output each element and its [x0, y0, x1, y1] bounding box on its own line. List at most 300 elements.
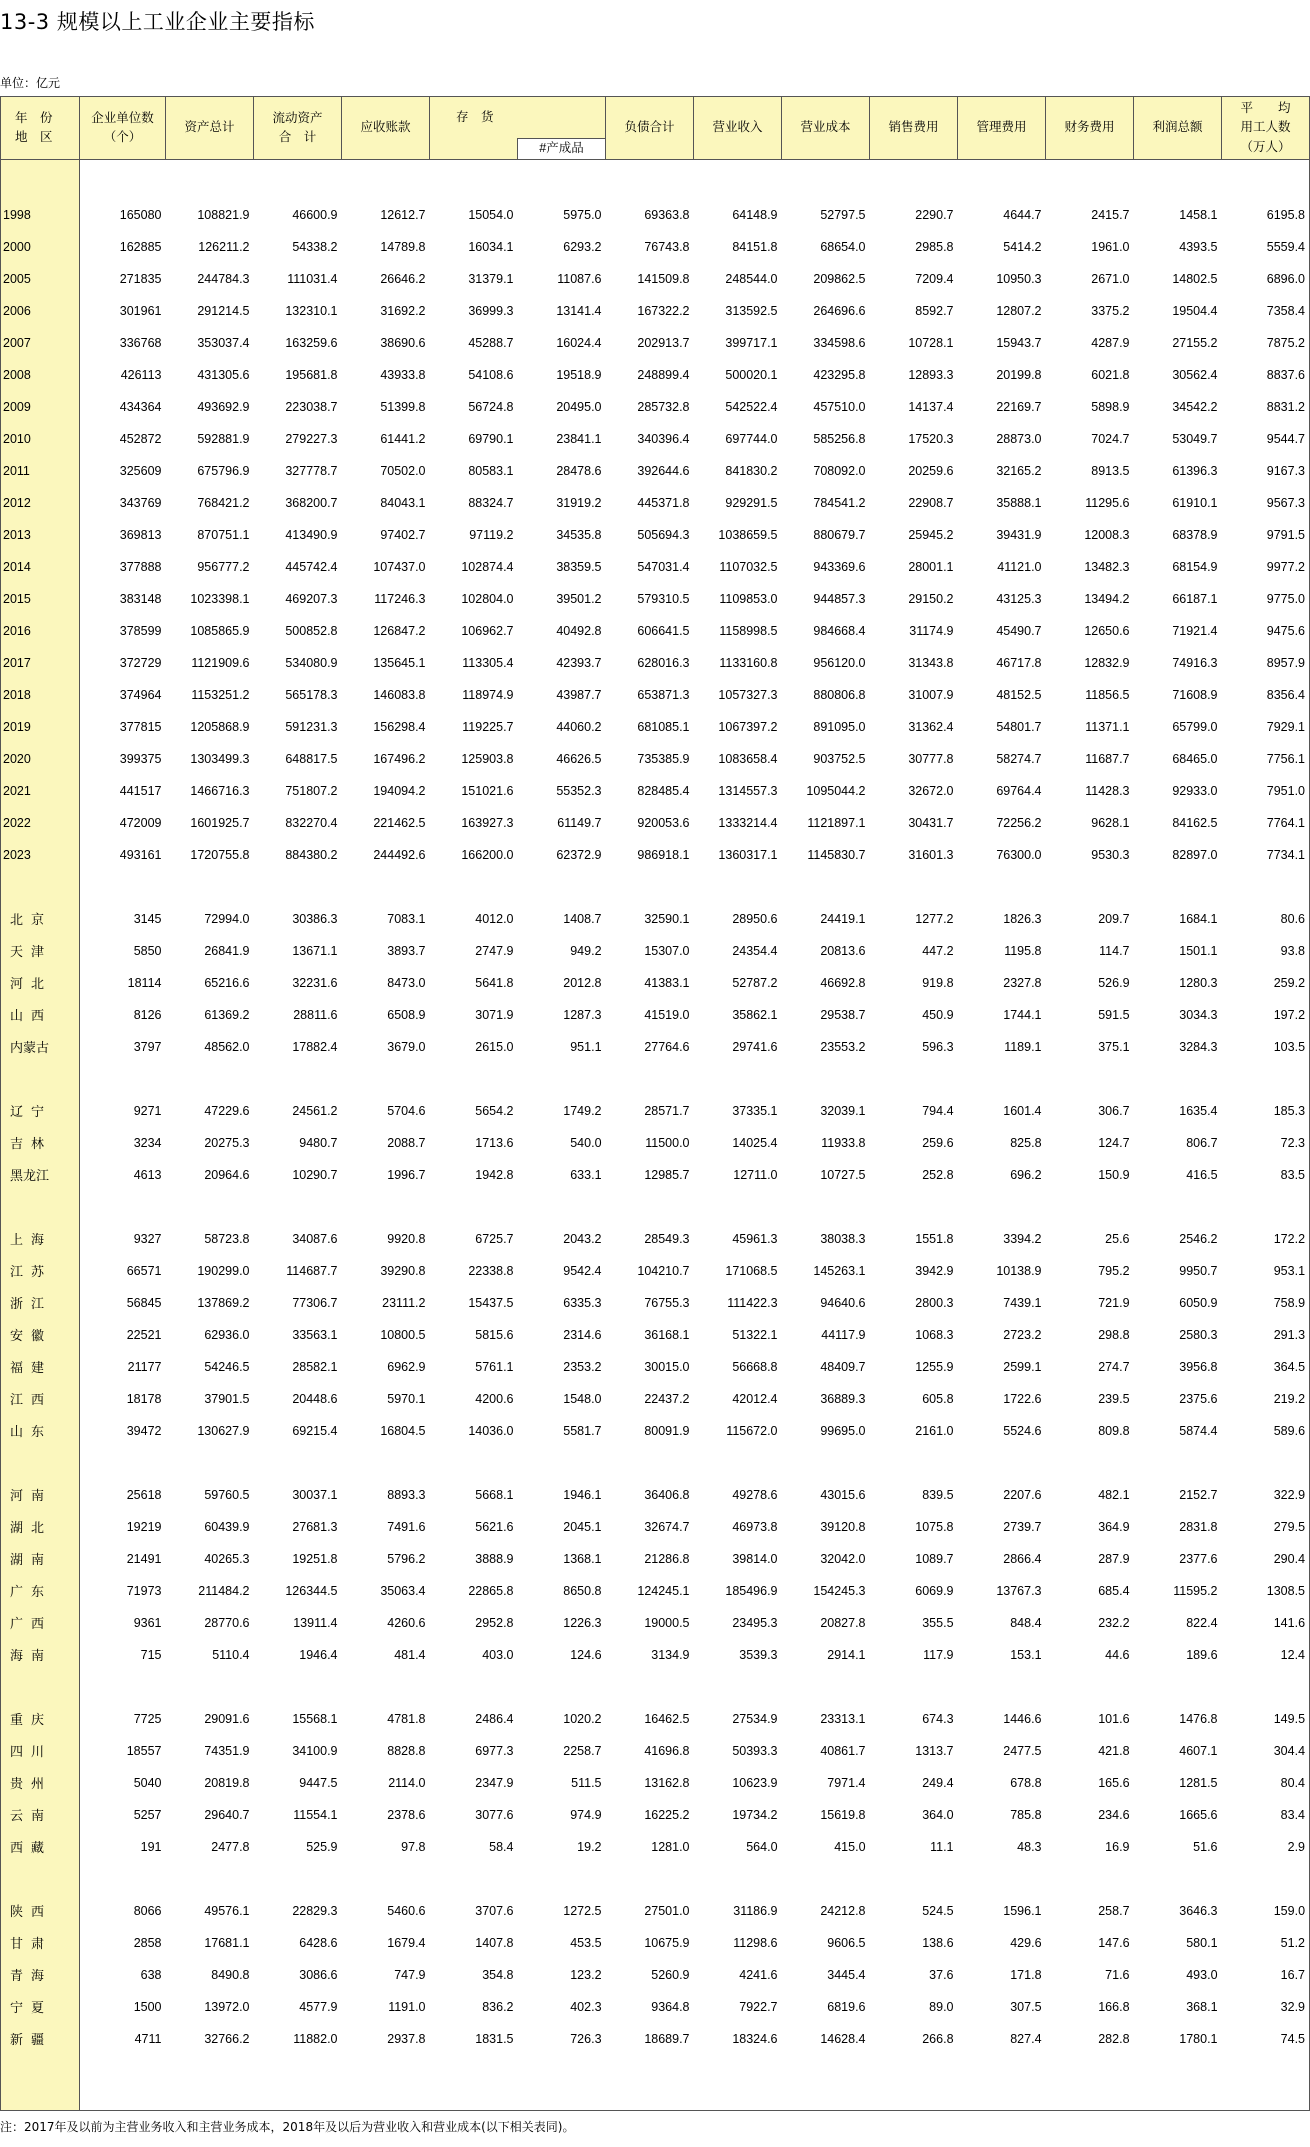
region-row [1, 1127, 1310, 1159]
table-cell: 15437.5 [468, 1295, 514, 1310]
table-cell: 1684.1 [1179, 911, 1218, 926]
empty-cell [166, 1447, 254, 1479]
empty-cell [430, 1671, 518, 1703]
table-cell: 24419.1 [820, 911, 866, 926]
table-cell: 126211.2 [198, 239, 250, 254]
table-cell: 25.6 [1105, 1231, 1130, 1246]
table-cell: 13482.3 [1084, 559, 1130, 574]
table-cell: 165.6 [1098, 1775, 1130, 1790]
table-cell: 71973 [126, 1583, 162, 1598]
table-cell: 3086.6 [299, 1967, 338, 1982]
table-cell: 1287.3 [563, 1007, 602, 1022]
table-cell: 22908.7 [908, 495, 954, 510]
col-liabilities: 负债合计 [606, 97, 694, 160]
table-header [1, 97, 1310, 160]
table-cell: 2800.3 [915, 1295, 954, 1310]
table-cell: 34087.6 [292, 1231, 338, 1246]
table-cell: 951.1 [570, 1039, 602, 1054]
table-cell: 633.1 [570, 1167, 602, 1182]
table-cell: 68654.0 [820, 239, 866, 254]
table-cell: 5850 [133, 943, 162, 958]
table-cell: 1085865.9 [190, 623, 250, 638]
table-cell: 202913.7 [637, 335, 690, 350]
table-cell: 1407.8 [475, 1935, 514, 1950]
table-cell: 364.9 [1098, 1519, 1130, 1534]
row-label: 2022 [1, 807, 80, 839]
table-cell: 3077.6 [475, 1807, 514, 1822]
table-cell: 58723.8 [204, 1231, 250, 1246]
row-label: 2018 [1, 679, 80, 711]
table-cell: 1277.2 [915, 911, 954, 926]
empty-cell [518, 1191, 606, 1223]
empty-cell [1046, 1447, 1134, 1479]
row-label: 山东 [1, 1415, 80, 1447]
table-cell: 1665.6 [1179, 1807, 1218, 1822]
table-cell: 7024.7 [1091, 431, 1130, 446]
row-label: 山西 [1, 999, 80, 1031]
table-cell: 39501.2 [556, 591, 602, 606]
table-cell: 1226.3 [563, 1615, 602, 1630]
table-cell: 747.9 [394, 1967, 426, 1982]
table-cell: 378599 [119, 623, 162, 638]
table-cell: 28478.6 [556, 463, 602, 478]
table-cell: 56845 [126, 1295, 162, 1310]
table-cell: 5040 [133, 1775, 162, 1790]
table-cell: 51.6 [1193, 1839, 1218, 1854]
table-cell: 9447.5 [299, 1775, 338, 1790]
year-row [1, 711, 1310, 743]
empty-cell [694, 1063, 782, 1095]
empty-cell [166, 160, 254, 199]
spacer-row [1, 1863, 1310, 1895]
table-cell: 9271 [133, 1103, 162, 1118]
empty-cell [342, 1863, 430, 1895]
table-cell: 2375.6 [1179, 1391, 1218, 1406]
table-cell: 150.9 [1098, 1167, 1130, 1182]
table-cell: 123.2 [570, 1967, 602, 1982]
table-cell: 457510.0 [813, 399, 866, 414]
table-cell: 1946.4 [299, 1647, 338, 1662]
table-cell: 223038.7 [285, 399, 338, 414]
table-cell: 1281.5 [1179, 1775, 1218, 1790]
empty-cell [782, 160, 870, 199]
table-cell: 163927.3 [461, 815, 514, 830]
row-label [1, 1863, 80, 1895]
table-cell: 18114 [127, 975, 162, 990]
table-cell: 30037.1 [292, 1487, 338, 1502]
table-cell: 13162.8 [644, 1775, 690, 1790]
table-cell: 795.2 [1098, 1263, 1130, 1278]
table-cell: 61910.1 [1172, 495, 1218, 510]
table-cell: 46692.8 [820, 975, 866, 990]
empty-cell [518, 1447, 606, 1479]
table-cell: 6896.0 [1222, 263, 1310, 295]
table-cell: 1109853.0 [719, 591, 778, 606]
table-cell: 3071.9 [475, 1007, 514, 1022]
empty-cell [430, 2055, 518, 2111]
row-label: 2021 [1, 775, 80, 807]
table-cell: 43987.7 [556, 687, 602, 702]
empty-cell [80, 1191, 166, 1223]
table-cell: 19518.9 [556, 367, 602, 382]
table-cell: 7929.1 [1222, 711, 1310, 743]
table-cell: 848.4 [1010, 1615, 1042, 1630]
unit-label: 单位：亿元 [0, 76, 61, 90]
empty-cell [1134, 1191, 1222, 1223]
table-cell: 1083658.4 [718, 751, 778, 766]
row-label [1, 1191, 80, 1223]
table-cell: 80.4 [1222, 1767, 1310, 1799]
empty-cell [254, 2055, 342, 2111]
table-cell: 1067397.2 [718, 719, 778, 734]
spacer-row [1, 2055, 1310, 2111]
table-cell: 17681.1 [204, 1935, 250, 1950]
empty-cell [694, 1191, 782, 1223]
table-cell: 1195.8 [1004, 943, 1042, 958]
table-cell: 27501.0 [644, 1903, 690, 1918]
table-cell: 36406.8 [644, 1487, 690, 1502]
table-cell: 34535.8 [556, 527, 602, 542]
year-row [1, 327, 1310, 359]
table-cell: 80091.9 [644, 1423, 690, 1438]
table-cell: 9542.4 [563, 1263, 602, 1278]
table-cell: 141509.8 [637, 271, 690, 286]
table-cell: 1368.1 [563, 1551, 602, 1566]
empty-cell [430, 1191, 518, 1223]
row-label: 2007 [1, 327, 80, 359]
table-cell: 69363.8 [644, 207, 690, 222]
table-cell: 313592.5 [725, 303, 778, 318]
table-cell: 28950.6 [732, 911, 778, 926]
table-cell: 9950.7 [1179, 1263, 1218, 1278]
row-label: 2015 [1, 583, 80, 615]
table-cell: 984668.4 [813, 623, 866, 638]
table-cell: 126344.5 [285, 1583, 338, 1598]
table-cell: 12711.0 [733, 1167, 778, 1182]
table-cell: 55352.3 [556, 783, 602, 798]
corner-header [1, 97, 80, 160]
spacer-row [1, 160, 1310, 199]
table-cell: 12893.3 [908, 367, 954, 382]
empty-cell [782, 871, 870, 903]
table-cell: 51322.1 [732, 1327, 778, 1342]
table-cell: 22521 [126, 1327, 162, 1342]
table-cell: 16.7 [1222, 1959, 1310, 1991]
table-cell: 596.3 [922, 1039, 954, 1054]
table-cell: 126847.2 [373, 623, 426, 638]
empty-cell [342, 1191, 430, 1223]
row-label: 甘肃 [1, 1927, 80, 1959]
table-cell: 190299.0 [197, 1263, 250, 1278]
year-row [1, 615, 1310, 647]
table-cell: 16804.5 [380, 1423, 426, 1438]
row-label: 湖南 [1, 1543, 80, 1575]
table-cell: 5460.6 [387, 1903, 426, 1918]
table-cell: 11298.6 [733, 1935, 778, 1950]
table-cell: 28582.1 [292, 1359, 338, 1374]
empty-cell [1222, 1863, 1310, 1895]
table-cell: 500020.1 [725, 367, 778, 382]
table-cell: 48409.7 [820, 1359, 866, 1374]
table-cell: 282.8 [1098, 2031, 1130, 2046]
table-cell: 1458.1 [1179, 207, 1218, 222]
table-cell: 9361 [133, 1615, 162, 1630]
empty-cell [1046, 2055, 1134, 2111]
table-cell: 20964.6 [204, 1167, 250, 1182]
row-label: 2000 [1, 231, 80, 263]
table-cell: 221462.5 [373, 815, 426, 830]
table-cell: 592881.9 [197, 431, 250, 446]
table-cell: 3375.2 [1091, 303, 1130, 318]
year-row [1, 743, 1310, 775]
empty-cell [1222, 2055, 1310, 2111]
table-cell: 38690.6 [380, 335, 426, 350]
table-cell: 31601.3 [908, 847, 954, 862]
col-sales-expense: 销售费用 [870, 97, 958, 160]
table-cell: 35888.1 [996, 495, 1042, 510]
table-cell: 11856.5 [1085, 687, 1130, 702]
table-cell: 3893.7 [387, 943, 426, 958]
col-total-assets: 资产总计 [166, 97, 254, 160]
table-cell: 62936.0 [204, 1327, 250, 1342]
table-cell: 9920.8 [387, 1231, 426, 1246]
table-cell: 580.1 [1186, 1935, 1218, 1950]
table-cell: 2723.2 [1003, 1327, 1042, 1342]
table-cell: 58.4 [489, 1839, 514, 1854]
row-label: 安徽 [1, 1319, 80, 1351]
table-cell: 58274.7 [996, 751, 1042, 766]
table-cell: 23111.2 [382, 1295, 426, 1310]
table-cell: 28549.3 [644, 1231, 690, 1246]
table-cell: 12008.3 [1084, 527, 1130, 542]
table-cell: 956120.0 [813, 655, 866, 670]
table-cell: 39814.0 [732, 1551, 778, 1566]
table-cell: 14025.4 [732, 1135, 778, 1150]
table-cell: 29091.6 [204, 1711, 250, 1726]
table-cell: 107437.0 [373, 559, 426, 574]
table-cell: 8828.8 [387, 1743, 426, 1758]
table-cell: 1255.9 [915, 1359, 954, 1374]
row-label: 云南 [1, 1799, 80, 1831]
table-cell: 1153251.2 [191, 687, 250, 702]
empty-cell [254, 1191, 342, 1223]
table-cell: 13972.0 [204, 1999, 250, 2014]
table-cell: 383148 [119, 591, 162, 606]
table-cell: 8356.4 [1222, 679, 1310, 711]
empty-cell [166, 1863, 254, 1895]
region-row [1, 1735, 1310, 1767]
table-cell: 36889.3 [820, 1391, 866, 1406]
table-cell: 751807.2 [285, 783, 338, 798]
table-cell: 43933.8 [380, 367, 426, 382]
table-cell: 1107032.5 [719, 559, 778, 574]
table-cell: 16.9 [1105, 1839, 1130, 1854]
table-cell: 822.4 [1186, 1615, 1218, 1630]
table-cell: 1075.8 [915, 1519, 954, 1534]
empty-cell [342, 2055, 430, 2111]
empty-cell [166, 1671, 254, 1703]
table-cell: 715 [140, 1647, 162, 1662]
table-cell: 6021.8 [1091, 367, 1130, 382]
table-cell: 10623.9 [732, 1775, 778, 1790]
table-cell: 4644.7 [1003, 207, 1042, 222]
table-cell: 41121.0 [997, 559, 1042, 574]
empty-cell [518, 1671, 606, 1703]
table-cell: 920053.6 [637, 815, 690, 830]
table-cell: 65799.0 [1172, 719, 1218, 734]
table-cell: 9327 [133, 1231, 162, 1246]
table-cell: 239.5 [1098, 1391, 1130, 1406]
table-cell: 49278.6 [732, 1487, 778, 1502]
table-cell: 44060.2 [556, 719, 602, 734]
empty-cell [166, 2055, 254, 2111]
table-cell: 28811.6 [293, 1007, 338, 1022]
empty-cell [782, 1671, 870, 1703]
table-cell: 19.2 [577, 1839, 602, 1854]
table-cell: 114687.7 [286, 1263, 338, 1278]
col-enterprises: 企业单位数 （个） [80, 97, 166, 160]
table-cell: 132310.1 [285, 303, 338, 318]
empty-cell [1046, 1863, 1134, 1895]
table-cell: 97.8 [401, 1839, 426, 1854]
table-cell: 2314.6 [563, 1327, 602, 1342]
table-cell: 66571 [126, 1263, 162, 1278]
spacer-row [1, 871, 1310, 903]
table-cell: 13494.2 [1084, 591, 1130, 606]
region-row [1, 1479, 1310, 1511]
table-cell: 244492.6 [373, 847, 426, 862]
table-cell: 60439.9 [204, 1519, 250, 1534]
table-cell: 1191.0 [388, 1999, 426, 2014]
table-cell: 447.2 [922, 943, 954, 958]
table-cell: 264696.6 [813, 303, 866, 318]
table-cell: 89.0 [929, 1999, 954, 2014]
table-body [1, 160, 1310, 2111]
empty-cell [870, 1863, 958, 1895]
empty-cell [1222, 1063, 1310, 1095]
table-cell: 49576.1 [204, 1903, 250, 1918]
row-label: 2005 [1, 263, 80, 295]
table-cell: 35063.4 [380, 1583, 426, 1598]
table-cell: 13671.1 [292, 943, 338, 958]
table-cell: 1360317.1 [718, 847, 778, 862]
table-cell: 2937.8 [387, 2031, 426, 2046]
table-cell: 285732.8 [637, 399, 690, 414]
region-row [1, 1991, 1310, 2023]
table-cell: 870751.1 [197, 527, 250, 542]
table-cell: 88324.7 [468, 495, 514, 510]
table-cell: 46626.5 [556, 751, 602, 766]
table-cell: 103.5 [1222, 1031, 1310, 1063]
table-cell: 1408.7 [563, 911, 602, 926]
col-cost: 营业成本 [782, 97, 870, 160]
table-cell: 445742.4 [285, 559, 338, 574]
table-cell: 2580.3 [1179, 1327, 1218, 1342]
region-row [1, 967, 1310, 999]
table-cell: 6725.7 [475, 1231, 514, 1246]
table-cell: 11687.7 [1085, 751, 1130, 766]
table-cell: 2043.2 [563, 1231, 602, 1246]
year-row [1, 295, 1310, 327]
table-cell: 11371.1 [1085, 719, 1130, 734]
empty-cell [958, 1863, 1046, 1895]
row-label: 吉林 [1, 1127, 80, 1159]
table-cell: 2952.8 [475, 1615, 514, 1630]
empty-cell [1046, 1671, 1134, 1703]
table-cell: 827.4 [1010, 2031, 1042, 2046]
table-cell: 10728.1 [908, 335, 954, 350]
year-row [1, 423, 1310, 455]
table-cell: 453.5 [570, 1935, 602, 1950]
table-cell: 124245.1 [637, 1583, 690, 1598]
table-cell: 11087.6 [557, 271, 602, 286]
row-label [1, 2055, 80, 2111]
row-label: 黑龙江 [1, 1159, 80, 1191]
table-cell: 291.3 [1222, 1319, 1310, 1351]
table-cell: 1548.0 [563, 1391, 602, 1406]
table-cell: 4241.6 [739, 1967, 778, 1982]
table-cell: 2152.7 [1179, 1487, 1218, 1502]
table-cell: 1946.1 [563, 1487, 602, 1502]
table-cell: 23841.1 [556, 431, 602, 446]
empty-cell [518, 1863, 606, 1895]
table-cell: 3394.2 [1003, 1231, 1042, 1246]
region-row [1, 1511, 1310, 1543]
table-cell: 353037.4 [197, 335, 250, 350]
table-cell: 31343.8 [908, 655, 954, 670]
table-cell: 1996.7 [387, 1167, 426, 1182]
table-cell: 1635.4 [1179, 1103, 1218, 1118]
table-cell: 14802.5 [1172, 271, 1218, 286]
region-row [1, 1799, 1310, 1831]
table-cell: 9775.0 [1222, 583, 1310, 615]
table-cell: 5704.6 [387, 1103, 426, 1118]
table-cell: 426113 [120, 367, 162, 382]
table-cell: 21491 [126, 1551, 162, 1566]
table-cell: 83.5 [1222, 1159, 1310, 1191]
table-cell: 1679.4 [387, 1935, 426, 1950]
empty-cell [254, 1447, 342, 1479]
table-cell: 9480.7 [299, 1135, 338, 1150]
table-cell: 102874.4 [461, 559, 514, 574]
table-cell: 19219 [126, 1519, 162, 1534]
table-cell: 27681.3 [292, 1519, 338, 1534]
empty-cell [80, 1671, 166, 1703]
table-cell: 368200.7 [285, 495, 338, 510]
table-cell: 83.4 [1222, 1799, 1310, 1831]
table-cell: 1601.4 [1003, 1103, 1042, 1118]
empty-cell [1046, 160, 1134, 199]
table-cell: 3445.4 [827, 1967, 866, 1982]
table-cell: 28873.0 [996, 431, 1042, 446]
table-cell: 1020.2 [563, 1711, 602, 1726]
table-cell: 956777.2 [197, 559, 250, 574]
empty-cell [782, 2055, 870, 2111]
table-cell: 1831.5 [475, 2031, 514, 2046]
table-cell: 28770.6 [204, 1615, 250, 1630]
table-cell: 696.2 [1010, 1167, 1042, 1182]
table-cell: 61396.3 [1172, 463, 1218, 478]
region-row [1, 1767, 1310, 1799]
row-label: 河北 [1, 967, 80, 999]
table-cell: 9628.1 [1091, 815, 1130, 830]
table-cell: 4607.1 [1179, 1743, 1218, 1758]
table-cell: 159.0 [1222, 1895, 1310, 1927]
table-cell: 415.0 [834, 1839, 866, 1854]
table-cell: 74351.9 [204, 1743, 250, 1758]
table-cell: 2477.8 [211, 1839, 250, 1854]
table-cell: 375.1 [1098, 1039, 1130, 1054]
